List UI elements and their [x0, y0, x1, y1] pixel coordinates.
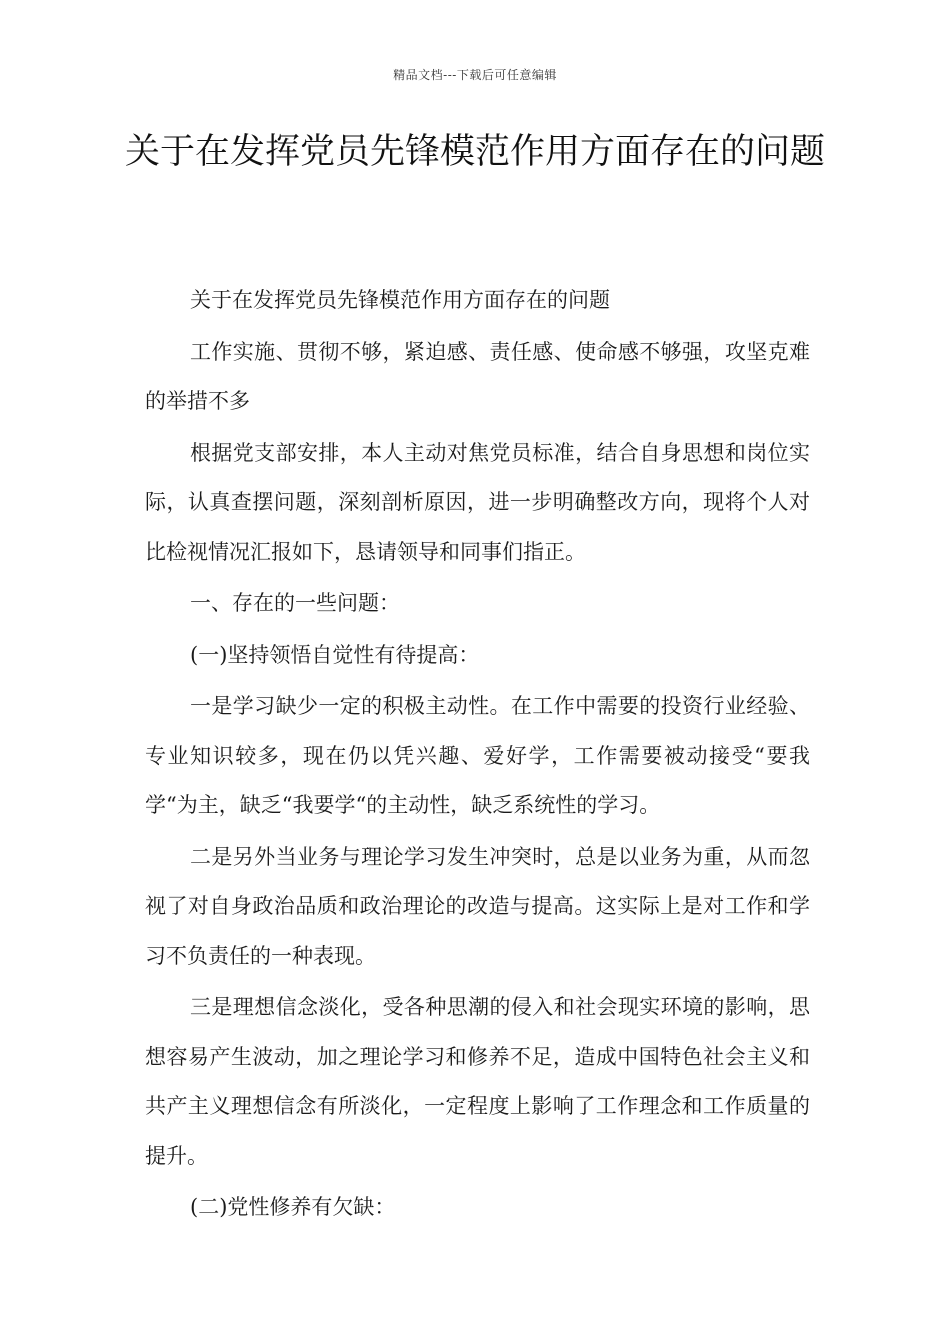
subsection-heading-2: (二)党性修养有欠缺： [190, 1195, 396, 1219]
paragraph-point-2: 二是另外当业务与理论学习发生冲突时，总是以业务为重，从而忽视了对自身政治品质和政治理论的改造与提高。这实际上是对工作和学习不负责任的一种表现。 [145, 844, 810, 968]
paragraph-summary: 工作实施、贯彻不够，紧迫感、责任感、使命感不够强，攻坚克难的举措不多 [145, 339, 810, 413]
paragraph-point-1: 一是学习缺少一定的积极主动性。在工作中需要的投资行业经验、专业知识较多，现在仍以凭兴趣、爱好学，工作需要被动接受“要我学“为主，缺乏“我要学“的主动性，缺乏系统性的学习。 [145, 694, 810, 817]
document-body [145, 276, 810, 1235]
paragraph-subtitle: 关于在发挥党员先锋模范作用方面存在的问题 [190, 288, 610, 312]
header-note: 精品文档---下载后可任意编辑 [393, 68, 557, 82]
section-heading-1: 一、存在的一些问题： [190, 591, 400, 615]
document-title: 关于在发挥党员先锋模范作用方面存在的问题 [124, 132, 825, 172]
paragraph-intro: 根据党支部安排，本人主动对焦党员标准，结合自身思想和岗位实际，认真查摆问题，深刻剖析原因，进一步明确整改方向，现将个人对比检视情况汇报如下，恳请领导和同事们指正。 [145, 440, 810, 564]
subsection-heading-1: (一)坚持领悟自觉性有待提高： [190, 642, 480, 667]
paragraph-point-3: 三是理想信念淡化，受各种思潮的侵入和社会现实环境的影响，思想容易产生波动，加之理论学习和修养不足，造成中国特色社会主义和共产主义理想信念有所淡化，一定程度上影响了工作理念和工作质量的提升。 [145, 995, 810, 1168]
